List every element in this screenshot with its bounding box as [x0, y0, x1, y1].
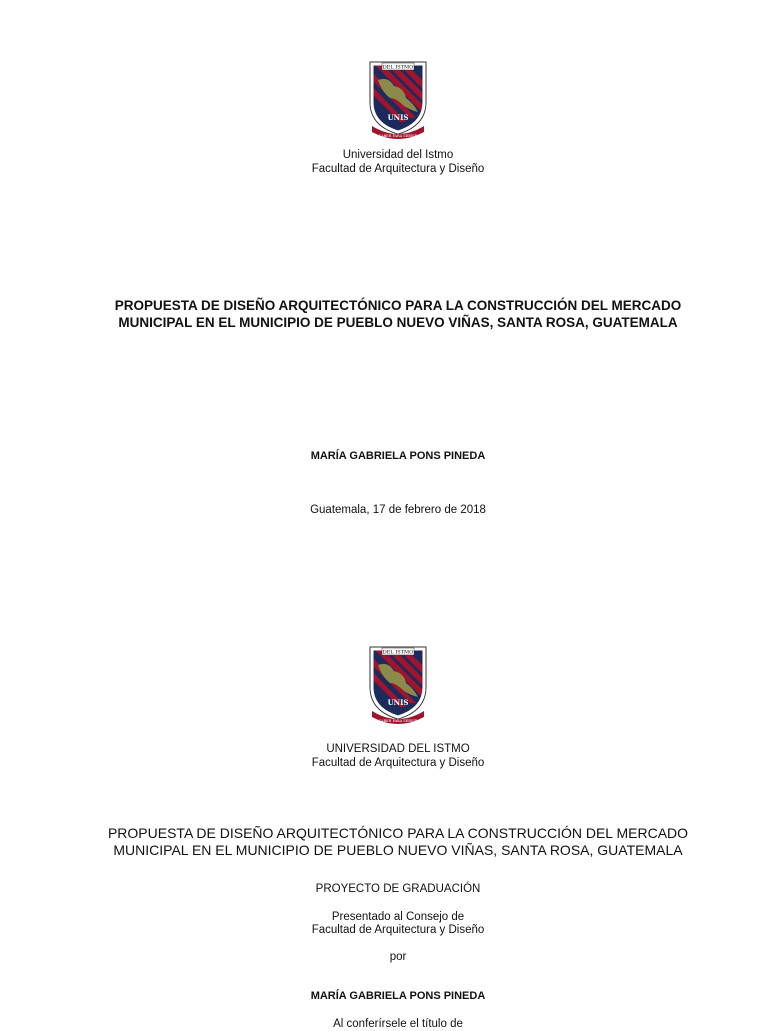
- project-type: PROYECTO DE GRADUACIÓN: [315, 883, 481, 895]
- seal-acronym: UNIS: [387, 698, 409, 707]
- thesis-title-line-2: MUNICIPAL EN EL MUNICIPIO DE PUEBLO NUEVO VIÑAS, SANTA ROSA, GUATEMALA: [113, 842, 683, 858]
- place-date: Guatemala, 17 de febrero de 2018: [310, 504, 486, 516]
- thesis-title-line-2: MUNICIPAL EN EL MUNICIPIO DE PUEBLO NUEVO VIÑAS, SANTA ROSA, GUATEMALA: [118, 315, 678, 330]
- institution-name: UNIVERSIDAD DEL ISTMO: [326, 743, 470, 755]
- author-name: MARÍA GABRIELA PONS PINEDA: [310, 990, 486, 1002]
- page-2: [0, 600, 768, 1030]
- university-seal-logo: [364, 58, 432, 142]
- seal-motto: SABER PARA SERVIR: [378, 719, 418, 723]
- conferral-line: Al conferírsele el título de: [333, 1018, 463, 1030]
- author-name: MARÍA GABRIELA PONS PINEDA: [310, 450, 486, 462]
- faculty-name: Facultad de Arquitectura y Diseño: [311, 163, 485, 175]
- thesis-title-line-1: PROPUESTA DE DISEÑO ARQUITECTÓNICO PARA LA CONSTRUCCIÓN DEL MERCADO: [107, 825, 689, 841]
- seal-top-text: DEL ISTMO: [382, 649, 414, 656]
- seal-acronym: UNIS: [387, 113, 409, 122]
- seal-top-text: DEL ISTMO: [382, 64, 414, 71]
- faculty-name: Facultad de Arquitectura y Diseño: [311, 757, 485, 769]
- university-seal-logo: [364, 643, 432, 727]
- institution-name: Universidad del Istmo: [342, 149, 454, 161]
- thesis-title-line-1: PROPUESTA DE DISEÑO ARQUITECTÓNICO PARA LA CONSTRUCCIÓN DEL MERCADO: [114, 298, 682, 313]
- presented-line-1: Presentado al Consejo de: [331, 911, 465, 923]
- seal-motto: SABER PARA SERVIR: [378, 134, 418, 138]
- by-label: por: [389, 951, 407, 963]
- presented-line-2: Facultad de Arquitectura y Diseño: [311, 924, 485, 936]
